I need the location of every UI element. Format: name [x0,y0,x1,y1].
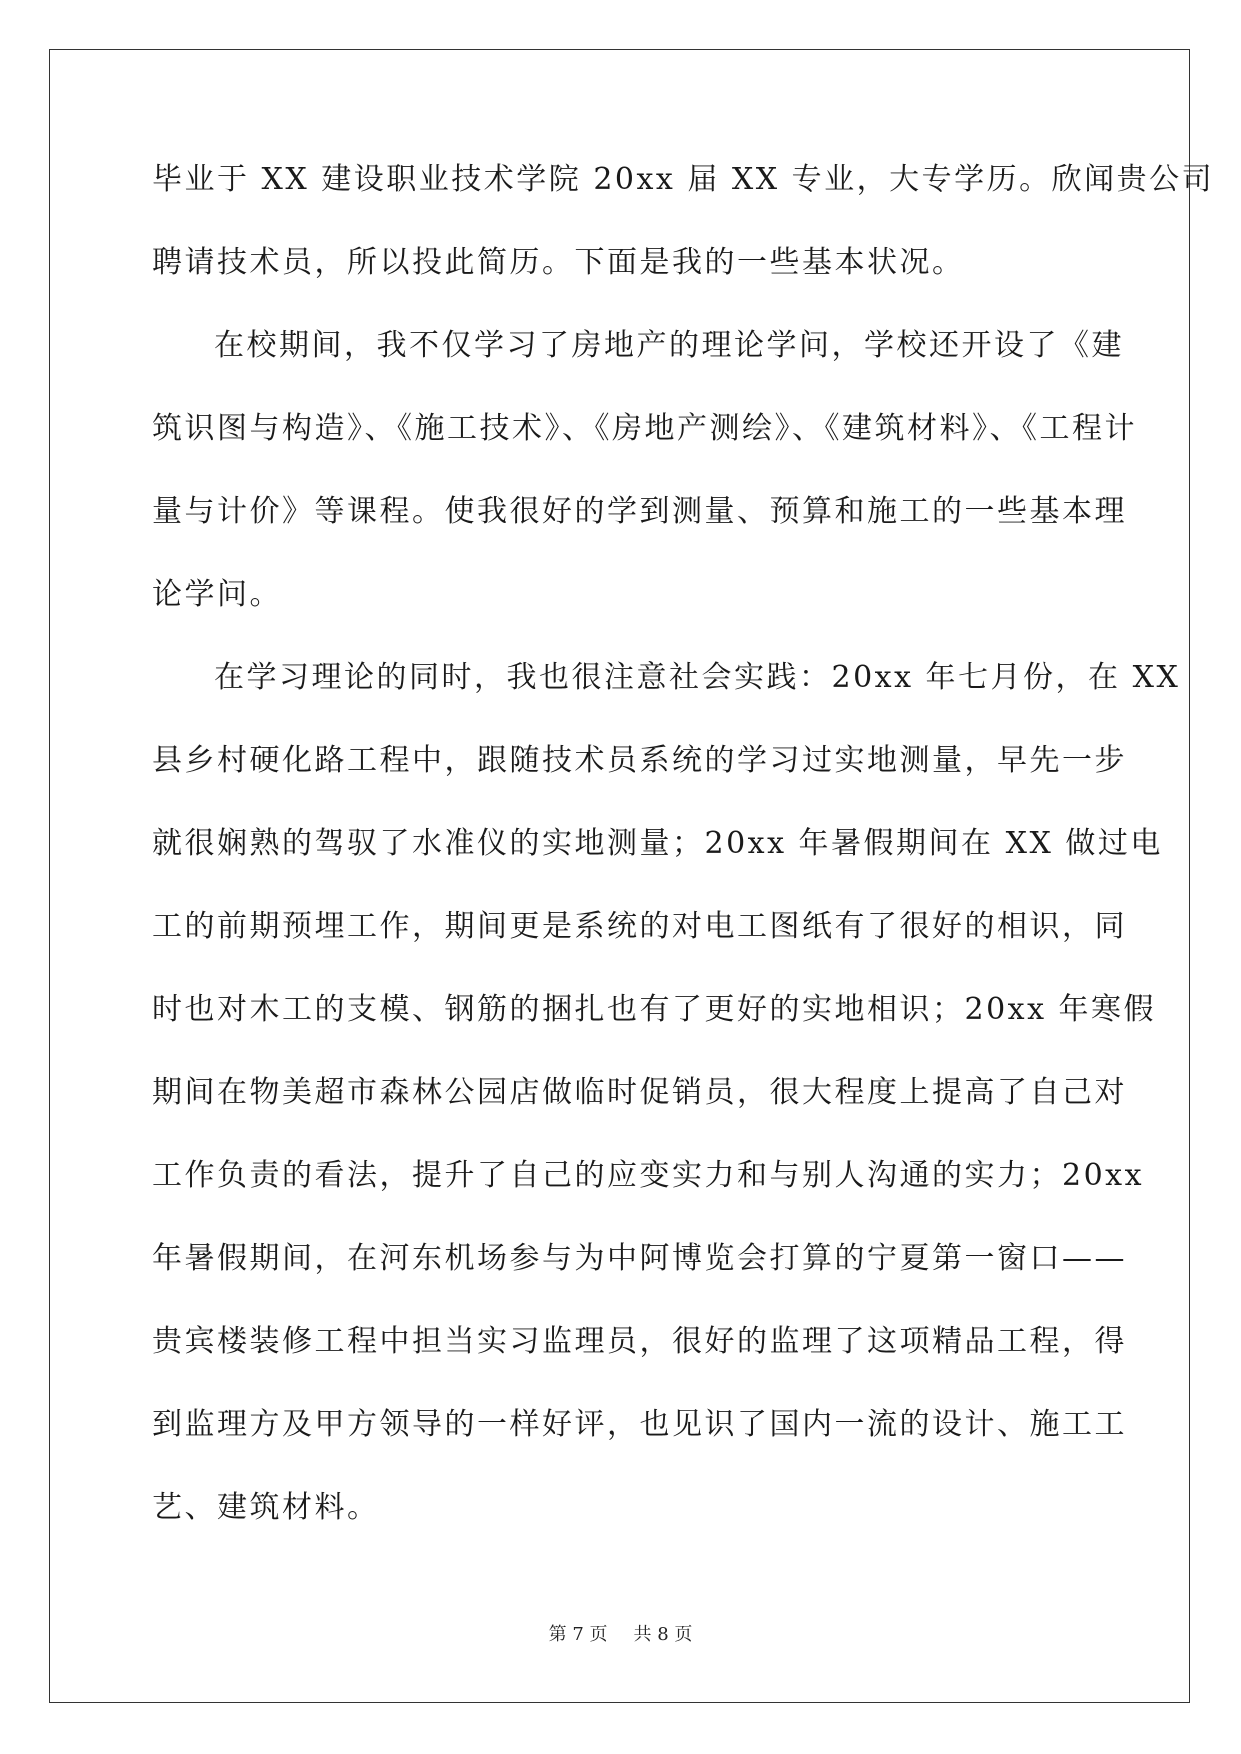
text-line [152,824,1163,907]
text-line [152,1405,1127,1488]
text-line [152,741,1127,824]
text-line-content: 就很娴熟的驾驭了水准仪的实地测量；20xx 年暑假期间在 XX 做过电 [152,826,1163,861]
text-line [152,326,1124,409]
text-line [152,492,1127,575]
text-line-content: 筑识图与构造》、《施工技术》、《房地产测绘》、《建筑材料》、《工程计 [152,411,1137,446]
text-line [152,575,1087,658]
text-line-content: 在校期间，我不仅学习了房地产的理论学问，学校还开设了《建 [214,328,1124,363]
text-line [152,990,1157,1073]
text-line-content: 量与计价》等课程。使我很好的学到测量、预算和施工的一些基本理 [152,494,1127,529]
text-line-content: 县乡村硬化路工程中，跟随技术员系统的学习过实地测量，早先一步 [152,743,1127,778]
page-footer [0,1620,1241,1646]
text-line-content: 贵宾楼装修工程中担当实习监理员，很好的监理了这项精品工程，得 [152,1324,1127,1359]
text-line-content: 工作负责的看法，提升了自己的应变实力和与别人沟通的实力；20xx [152,1158,1145,1193]
text-line [152,409,1137,492]
text-line-content: 期间在物美超市森林公园店做临时促销员，很大程度上提高了自己对 [152,1075,1127,1110]
text-line [152,243,1087,326]
text-line [152,658,1181,741]
text-line-content: 毕业于 XX 建设职业技术学院 20xx 届 XX 专业，大专学历。欣闻贵公司 [152,162,1215,197]
text-line-content: 工的前期预埋工作，期间更是系统的对电工图纸有了很好的相识，同 [152,909,1127,944]
document-body [152,160,1215,1571]
text-line [152,160,1215,243]
text-line [152,1322,1127,1405]
text-line [152,1239,1127,1322]
text-line [152,1156,1145,1239]
page-number-total: 共 8 页 [633,1624,693,1645]
text-line [152,1488,1087,1571]
text-line-content: 时也对木工的支模、钢筋的捆扎也有了更好的实地相识；20xx 年寒假 [152,992,1157,1027]
text-line-content: 艺、建筑材料。 [152,1490,380,1525]
text-line [152,907,1127,990]
page-number-current: 第 7 页 [548,1624,608,1645]
text-line-content: 论学问。 [152,577,282,612]
text-line-content: 在学习理论的同时，我也很注意社会实践：20xx 年七月份，在 XX [214,660,1181,695]
text-line-content: 到监理方及甲方领导的一样好评，也见识了国内一流的设计、施工工 [152,1407,1127,1442]
text-line-content: 年暑假期间，在河东机场参与为中阿博览会打算的宁夏第一窗口—— [152,1241,1127,1276]
text-line [152,1073,1127,1156]
text-line-content: 聘请技术员，所以投此简历。下面是我的一些基本状况。 [152,245,965,280]
